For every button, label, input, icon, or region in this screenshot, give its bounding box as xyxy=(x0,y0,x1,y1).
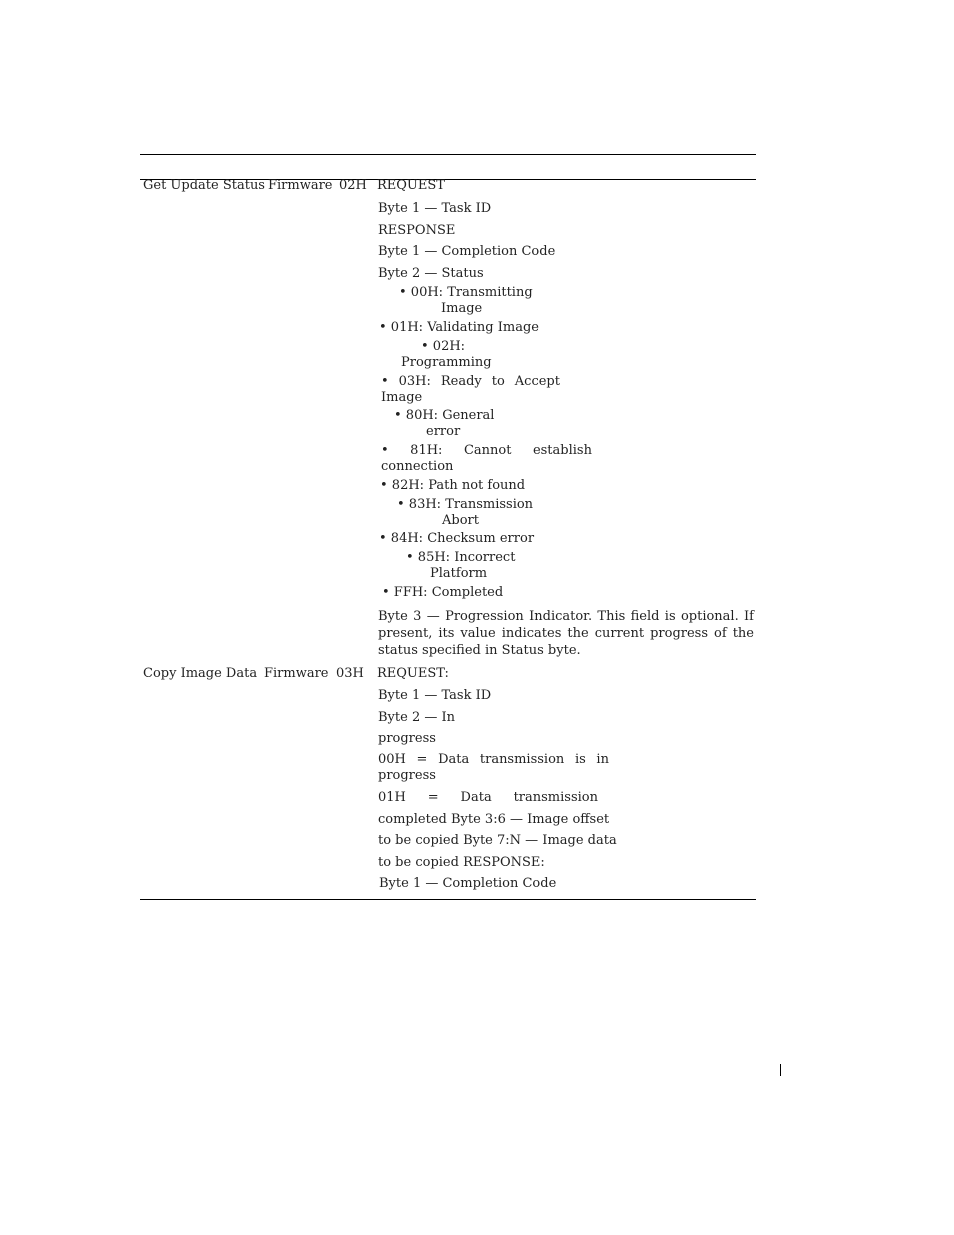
value-01h xyxy=(378,790,598,806)
word: 01H xyxy=(378,790,406,805)
byte1-task-id: Byte 1 — Task ID xyxy=(378,201,492,216)
word: 81H: xyxy=(410,443,443,458)
status-83h: • 83H: Transmission xyxy=(397,497,534,512)
status-84h: • 84H: Checksum error xyxy=(379,531,535,546)
status-01h: • 01H: Validating Image xyxy=(379,320,539,335)
command-category: Firmware xyxy=(268,178,333,193)
command-category: Firmware xyxy=(264,666,329,681)
value-01h-cont: completed Byte 3:6 — Image offset xyxy=(378,812,610,827)
word: establish xyxy=(532,443,592,458)
word: = xyxy=(427,790,439,805)
status-83h-cont: Abort xyxy=(442,513,479,528)
status-02h: • 02H: xyxy=(421,339,466,354)
status-ffh: • FFH: Completed xyxy=(382,585,504,600)
value-00h-cont: progress xyxy=(378,768,436,783)
byte3-progression: Byte 3 — Progression Indicator. This field is optional. If present, its value indicates the current progress of the status specified in Status byte. xyxy=(378,609,754,658)
status-85h-cont: Platform xyxy=(430,566,488,581)
status-80h-cont: error xyxy=(426,424,461,439)
status-80h: • 80H: General xyxy=(394,408,495,423)
status-81h xyxy=(381,443,592,459)
word: Cannot xyxy=(463,443,512,458)
status-81h-cont: connection xyxy=(381,459,454,474)
word: 03H: xyxy=(398,374,431,389)
command-code: 03H xyxy=(336,666,364,681)
status-03h xyxy=(381,374,560,390)
byte1-task-id: Byte 1 — Task ID xyxy=(378,688,492,703)
word: = xyxy=(416,752,428,767)
word: transmission xyxy=(513,790,598,805)
table-top-rule xyxy=(140,154,756,155)
response-label: RESPONSE xyxy=(378,223,456,238)
request-label: REQUEST xyxy=(377,178,445,193)
table-bottom-rule xyxy=(140,899,756,900)
byte2-status: Byte 2 — Status xyxy=(378,266,484,281)
status-03h-cont: Image xyxy=(381,390,423,405)
image-data-line: to be copied Byte 7:N — Image data xyxy=(378,833,617,848)
word: is xyxy=(574,752,586,767)
word: • xyxy=(381,374,389,389)
byte2-in: Byte 2 — In xyxy=(378,710,455,725)
status-82h: • 82H: Path not found xyxy=(380,478,526,493)
word: Ready xyxy=(440,374,482,389)
response-line: to be copied RESPONSE: xyxy=(378,855,545,870)
word: Data xyxy=(460,790,492,805)
status-02h-cont: Programming xyxy=(401,355,492,370)
word: Accept xyxy=(514,374,560,389)
value-00h xyxy=(378,752,609,768)
word: transmission xyxy=(479,752,565,767)
completion-code: Byte 1 — Completion Code xyxy=(379,876,557,891)
status-00h-cont: Image xyxy=(441,301,483,316)
status-85h: • 85H: Incorrect xyxy=(406,550,516,565)
word: to xyxy=(491,374,505,389)
command-code: 02H xyxy=(339,178,367,193)
progress-text: progress xyxy=(378,731,436,746)
word: in xyxy=(596,752,609,767)
word: • xyxy=(381,443,389,458)
status-00h: • 00H: Transmitting xyxy=(399,285,533,300)
page-marker-bar xyxy=(780,1064,781,1076)
completion-code: Byte 1 — Completion Code xyxy=(378,244,556,259)
request-label: REQUEST: xyxy=(377,666,449,681)
command-name: Get Update Status xyxy=(143,178,265,193)
command-name: Copy Image Data xyxy=(143,666,258,681)
word: 00H xyxy=(378,752,406,767)
word: Data xyxy=(438,752,470,767)
